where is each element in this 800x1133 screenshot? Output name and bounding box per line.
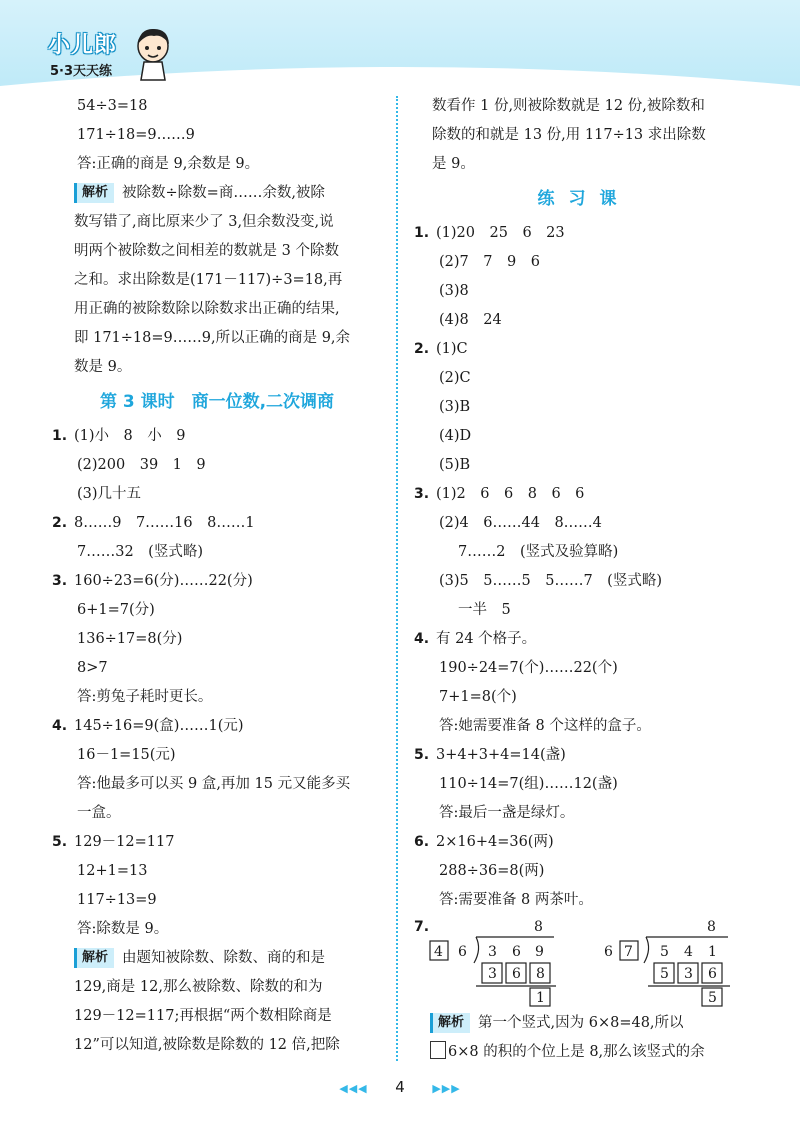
mascot-icon xyxy=(132,24,174,82)
analysis-line: 用正确的被除数除以除数求出正确的结果, xyxy=(74,301,340,317)
intro-line: 答:正确的商是 9,余数是 9。 xyxy=(77,156,260,172)
answer-line: 答:他最多可以买 9 盒,再加 15 元又能多买 xyxy=(77,776,351,792)
quotient: 8 xyxy=(534,919,543,935)
answer-line: (5)B xyxy=(439,457,471,473)
boxed-digit: 4 xyxy=(434,944,443,960)
dividend-digit: 5 xyxy=(660,944,669,960)
intro-line: 171÷18=9……9 xyxy=(77,127,195,143)
answer-line: (1)20 25 6 23 xyxy=(436,225,565,241)
answer-line: (3)8 xyxy=(439,283,469,299)
answer-line: 答:除数是 9。 xyxy=(77,921,169,937)
column-divider xyxy=(396,96,398,1061)
quotient: 8 xyxy=(707,919,716,935)
problem-4 xyxy=(52,712,382,828)
answer-line: 一半 5 xyxy=(458,602,511,618)
analysis-line: 第一个竖式,因为 6×8=48,所以 xyxy=(478,1015,684,1031)
analysis-line: 129,商是 12,那么被除数、除数的和为 xyxy=(74,979,323,995)
problem-3 xyxy=(414,480,754,625)
long-division-diagrams xyxy=(414,915,754,1007)
answer-line: (3)几十五 xyxy=(77,486,142,502)
answer-line: (1)C xyxy=(436,341,468,357)
dividend-digit: 3 xyxy=(488,944,497,960)
problem-7 xyxy=(414,915,754,1007)
divisor-digit: 6 xyxy=(604,944,613,960)
answer-line: 190÷24=7(个)……22(个) xyxy=(439,660,618,676)
section-title: 练习课 xyxy=(537,189,631,209)
analysis-tag: 解析 xyxy=(74,948,114,968)
divisor-digit: 6 xyxy=(458,944,467,960)
answer-line: (2)7 7 9 6 xyxy=(439,254,540,270)
intro-block xyxy=(52,92,382,179)
dividend-digit: 1 xyxy=(708,944,717,960)
problem-number: 6. xyxy=(414,834,430,850)
dividend-digit: 6 xyxy=(512,944,521,960)
answer-line: 答:她需要准备 8 个这样的盒子。 xyxy=(439,718,651,734)
answer-line: 110÷14=7(组)……12(盏) xyxy=(439,776,618,792)
answer-line: 有 24 个格子。 xyxy=(436,631,537,647)
answer-line: (3)B xyxy=(439,399,471,415)
analysis-line: 数写错了,商比原来少了 3,但余数没变,说 xyxy=(74,214,334,230)
problem-number: 7. xyxy=(414,919,430,935)
problem-number: 2. xyxy=(414,341,430,357)
analysis-line: 由题知被除数、除数、商的和是 xyxy=(122,950,326,966)
continuation-block xyxy=(414,92,754,179)
continuation-line: 是 9。 xyxy=(432,156,475,172)
page-number: 4 xyxy=(395,1078,405,1096)
long-division-1 xyxy=(430,919,556,1006)
problem-2 xyxy=(52,509,382,567)
product-digit: 3 xyxy=(488,966,497,982)
blank-box xyxy=(430,1041,446,1059)
intro-line: 54÷3=18 xyxy=(77,98,148,114)
analysis-tag: 解析 xyxy=(430,1013,470,1033)
problem-6 xyxy=(414,828,754,915)
answer-line: 7+1=8(个) xyxy=(439,689,517,705)
product-digit: 6 xyxy=(708,966,717,982)
answer-line: 一盒。 xyxy=(77,805,121,821)
answer-line: 16－1=15(元) xyxy=(77,747,176,763)
answer-line: (2)C xyxy=(439,370,471,386)
answer-line: 答:剪兔子耗时更长。 xyxy=(77,689,213,705)
page-footer xyxy=(0,1078,800,1096)
analysis-line: 明两个被除数之间相差的数就是 3 个除数 xyxy=(74,243,339,259)
analysis-tag: 解析 xyxy=(74,183,114,203)
answer-line: 145÷16=9(盒)……1(元) xyxy=(74,718,244,734)
answer-line: 2×16+4=36(两) xyxy=(436,834,554,850)
right-arrows-icon: ▶▶▶ xyxy=(432,1082,461,1095)
answer-line: (2)200 39 1 9 xyxy=(77,457,206,473)
logo-subtitle: 5·3天天练 xyxy=(50,64,113,79)
answer-line: (1)小 8 小 9 xyxy=(74,428,186,444)
analysis-line: 即 171÷18=9……9,所以正确的商是 9,余 xyxy=(74,330,351,346)
product-digit: 3 xyxy=(684,966,693,982)
problem-number: 5. xyxy=(414,747,430,763)
problem-number: 5. xyxy=(52,834,68,850)
problem-number: 3. xyxy=(414,486,430,502)
problem-number: 4. xyxy=(414,631,430,647)
analysis-line: 129－12=117;再根据“两个数相除商是 xyxy=(74,1008,332,1024)
analysis-block-1 xyxy=(52,179,382,382)
problem-5 xyxy=(414,741,754,828)
answer-line: 129－12=117 xyxy=(74,834,175,850)
problem-number: 1. xyxy=(52,428,68,444)
answer-line: 160÷23=6(分)……22(分) xyxy=(74,573,253,589)
remainder-digit: 1 xyxy=(536,990,545,1006)
answer-line: 136÷17=8(分) xyxy=(77,631,183,647)
answer-line: 答:需要准备 8 两茶叶。 xyxy=(439,892,593,908)
left-column xyxy=(52,92,382,1060)
product-digit: 6 xyxy=(512,966,521,982)
answer-line: 7……32 (竖式略) xyxy=(77,544,203,560)
answer-line: 6+1=7(分) xyxy=(77,602,155,618)
answer-line: 3+4+3+4=14(盏) xyxy=(436,747,566,763)
analysis-line: 6×8 的积的个位上是 8,那么该竖式的余 xyxy=(448,1044,705,1060)
analysis-block-2 xyxy=(52,944,382,1060)
logo xyxy=(36,22,176,86)
analysis-line: 被除数÷除数=商……余数,被除 xyxy=(122,185,325,201)
continuation-line: 除数的和就是 13 份,用 117÷13 求出除数 xyxy=(432,127,706,143)
remainder-digit: 5 xyxy=(708,990,717,1006)
answer-line: 7……2 (竖式及验算略) xyxy=(458,544,619,560)
answer-line: (3)5 5……5 5……7 (竖式略) xyxy=(439,573,662,589)
answer-line: 答:最后一盏是绿灯。 xyxy=(439,805,575,821)
analysis-line: 12”可以知道,被除数是除数的 12 倍,把除 xyxy=(74,1037,340,1053)
problem-4 xyxy=(414,625,754,741)
analysis-block-3 xyxy=(414,1009,754,1067)
answer-line: (4)8 24 xyxy=(439,312,502,328)
continuation-line: 数看作 1 份,则被除数就是 12 份,被除数和 xyxy=(432,98,705,114)
problem-number: 1. xyxy=(414,225,430,241)
problem-number: 2. xyxy=(52,515,68,531)
product-digit: 8 xyxy=(536,966,545,982)
answer-line: (4)D xyxy=(439,428,472,444)
right-column xyxy=(414,92,754,1067)
problem-1 xyxy=(52,422,382,509)
boxed-digit: 7 xyxy=(624,944,633,960)
dividend-digit: 4 xyxy=(684,944,693,960)
problem-3 xyxy=(52,567,382,712)
logo-title: 小儿郎 xyxy=(48,33,118,58)
long-division-2 xyxy=(604,919,730,1006)
answer-line: 117÷13=9 xyxy=(77,892,157,908)
product-digit: 5 xyxy=(660,966,669,982)
dividend-digit: 9 xyxy=(535,944,544,960)
analysis-line: 数是 9。 xyxy=(74,359,132,375)
answer-line: (1)2 6 6 8 6 6 xyxy=(436,486,585,502)
problem-number: 3. xyxy=(52,573,68,589)
problem-number: 4. xyxy=(52,718,68,734)
problem-1 xyxy=(414,219,754,335)
answer-line: 12+1=13 xyxy=(77,863,148,879)
analysis-line: 之和。求出除数是(171－117)÷3=18,再 xyxy=(74,272,343,288)
left-arrows-icon: ◀◀◀ xyxy=(339,1082,368,1095)
problem-2 xyxy=(414,335,754,480)
answer-line: 8……9 7……16 8……1 xyxy=(74,515,255,531)
answer-line: 8>7 xyxy=(77,660,108,676)
problem-5 xyxy=(52,828,382,944)
answer-line: 288÷36=8(两) xyxy=(439,863,545,879)
answer-line: (2)4 6……44 8……4 xyxy=(439,515,602,531)
section-title: 第 3 课时 商一位数,二次调商 xyxy=(99,392,335,412)
